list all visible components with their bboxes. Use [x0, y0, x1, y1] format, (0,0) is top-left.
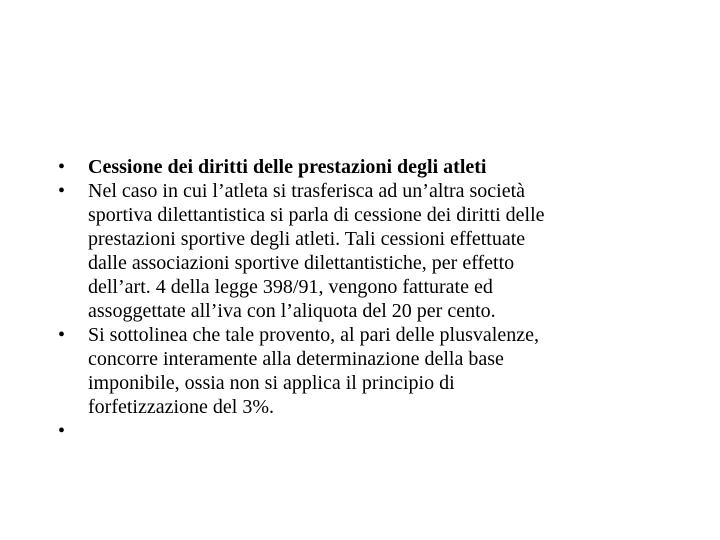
bullet-line: dalle associazioni sportive dilettantistiche, per effetto	[88, 252, 515, 274]
bullet-line: Si sottolinea che tale provento, al pari delle plusvalenze,	[88, 324, 539, 346]
bullet-line: concorre interamente alla determinazione della base	[88, 348, 504, 370]
bullet-line: prestazioni sportive degli atleti. Tali cessioni effettuate	[88, 228, 526, 250]
bullet-item-transfer	[56, 179, 656, 323]
bullet-line: Nel caso in cui l’atleta si trasferisca ad un’altra società	[88, 180, 526, 202]
bullet-item-empty	[56, 419, 656, 443]
bullet-item-title	[56, 155, 656, 179]
bullet-marker: •	[58, 180, 66, 202]
bullet-empty-text	[88, 419, 656, 443]
bullet-marker: •	[58, 156, 66, 178]
bullet-title-text: Cessione dei diritti delle prestazioni degli atleti	[88, 156, 487, 178]
bullet-line: imponibile, ossia non si applica il principio di	[88, 372, 455, 394]
bullet-line: forfetizzazione del 3%.	[88, 396, 275, 418]
bullet-line: sportiva dilettantistica si parla di cessione dei diritti delle	[88, 204, 545, 226]
bullet-marker: •	[58, 324, 66, 346]
bullet-marker: •	[58, 420, 66, 442]
bullet-line: dell’art. 4 della legge 398/91, vengono fatturate ed	[88, 276, 493, 298]
bullet-item-tax-base	[56, 323, 656, 419]
bullet-line: assoggettate all’iva con l’aliquota del 20 per cento.	[88, 300, 496, 322]
bullet-list	[56, 155, 656, 443]
